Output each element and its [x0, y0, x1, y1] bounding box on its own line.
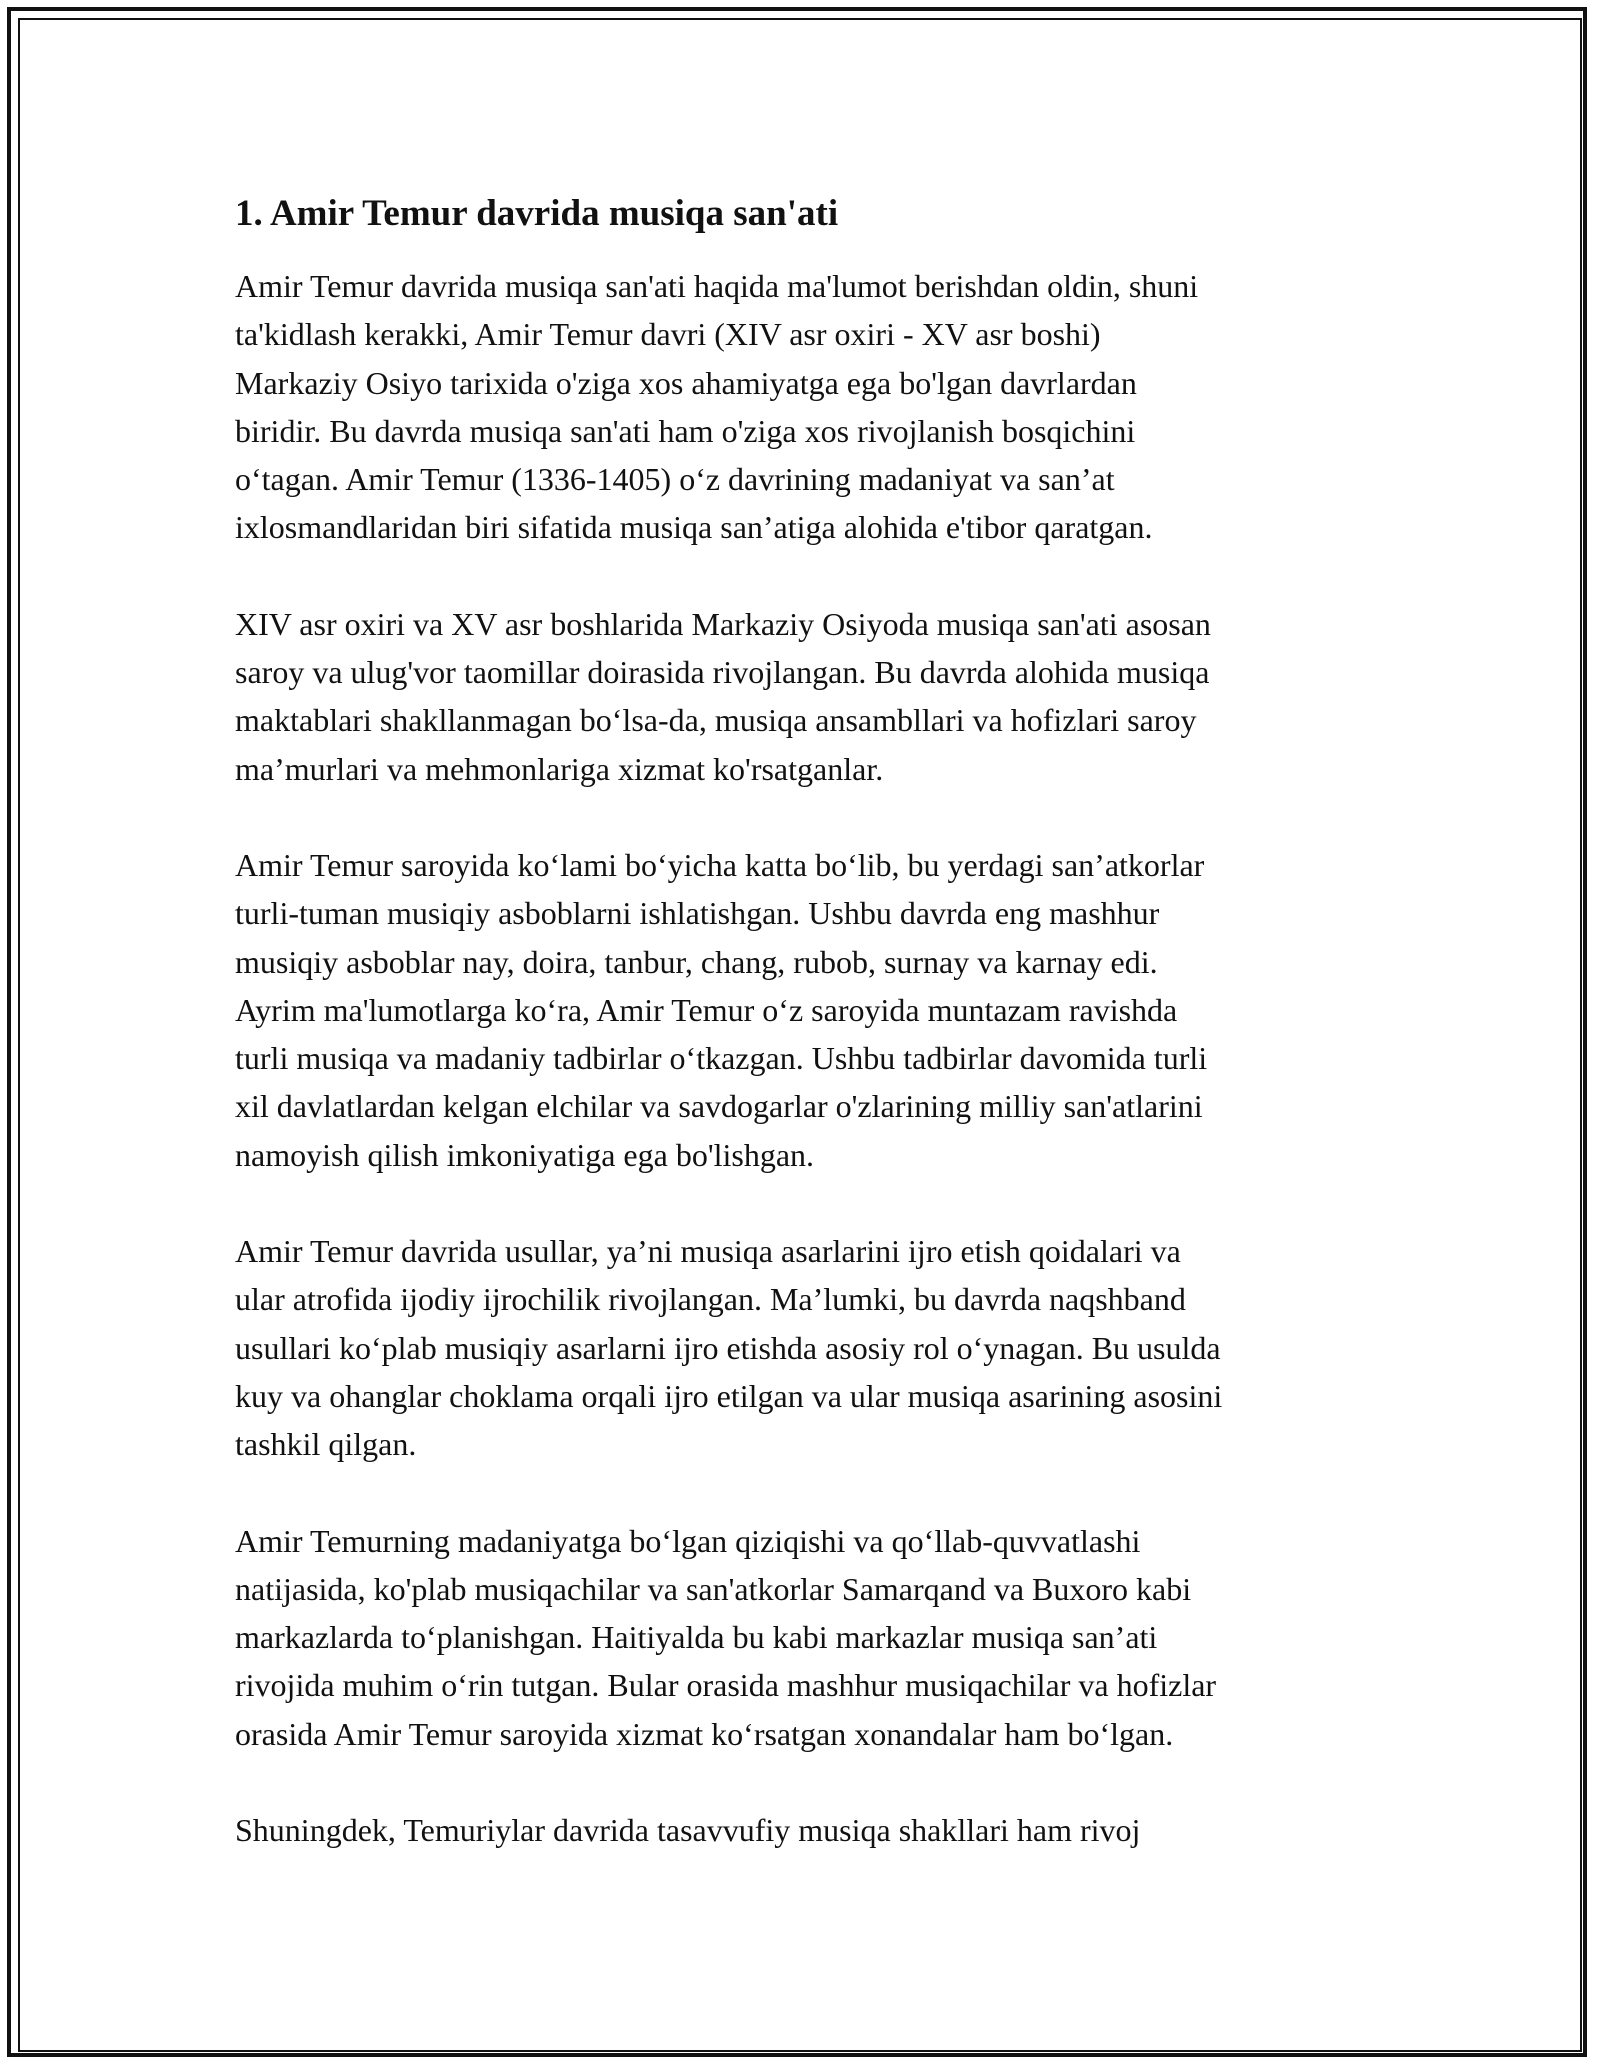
paragraph-3: Amir Temur saroyida ko‘lami bo‘yicha katta bo‘lib, bu yerdagi san’atkorlar turli-tuman musiqiy asboblarni ishlatishgan. Ushbu davrda eng mashhur musiqiy asboblar nay, doira, tanbur, chang, rubob, surnay va karnay edi. Ayrim ma'lumotlarga ko‘ra, Amir Temur o‘z saroyida muntazam ravishda turli musiqa va madaniy tadbirlar o‘tkazgan. Ushbu tadbirlar davomida turli xil davlatlardan kelgan elchilar va savdogarlar o'zlarining milliy san'atlarini namoyish qilish imkoniyatiga ega bo'lishgan. [235, 846, 1208, 1173]
paragraph-4: Amir Temur davrida usullar, ya’ni musiqa asarlarini ijro etish qoidalari va ular atrofida ijodiy ijrochilik rivojlangan. Ma’lumki, bu davrda naqshband usullari ko‘plab musiqiy asarlarni ijro etishda asosiy rol o‘ynagan. Bu usulda kuy va ohanglar choklama orqali ijro etilgan va ular musiqa asarining asosini tashkil qilgan. [235, 1233, 1223, 1463]
section-heading: 1. Amir Temur davrida musiqa san'ati [235, 193, 839, 234]
paragraph-5: Amir Temurning madaniyatga bo‘lgan qiziqishi va qo‘llab-quvvatlashi natijasida, ko'plab musiqachilar va san'atkorlar Samarqand va Buxoro kabi markazlarda to‘planishgan. Haitiyalda bu kabi markazlar musiqa san’ati rivojida muhim o‘rin tutgan. Bular orasida mashhur musiqachilar va hofizlar orasida Amir Temur saroyida xizmat ko‘rsatgan xonandalar ham bo‘lgan. [235, 1522, 1217, 1752]
paragraph-1: Amir Temur davrida musiqa san'ati haqida ma'lumot berishdan oldin, shuni ta'kidlash kerakki, Amir Temur davri (XIV asr oxiri - XV asr boshi) Markaziy Osiyo tarixida o'ziga xos ahamiyatga ega bo'lgan davrlardan biridir. Bu davrda musiqa san'ati ham o'ziga xos rivojlanish bosqichini o‘tagan. Amir Temur (1336-1405) o‘z davrining madaniyat va san’at ixlosmandlaridan biri sifatida musiqa san’atiga alohida e'tibor qaratgan. [235, 268, 1199, 546]
paragraph-6: Shuningdek, Temuriylar davrida tasavvufiy musiqa shakllari ham rivoj [235, 1812, 1141, 1849]
paragraph-2: XIV asr oxiri va XV asr boshlarida Markaziy Osiyoda musiqa san'ati asosan saroy va ulug'vor taomillar doirasida rivojlangan. Bu davrda alohida musiqa maktablari shakllanmagan bo‘lsa-da, musiqa ansambllari va hofizlari saroy ma’murlari va mehmonlariga xizmat ko'rsatganlar. [235, 605, 1211, 787]
document-body [235, 188, 1395, 1902]
